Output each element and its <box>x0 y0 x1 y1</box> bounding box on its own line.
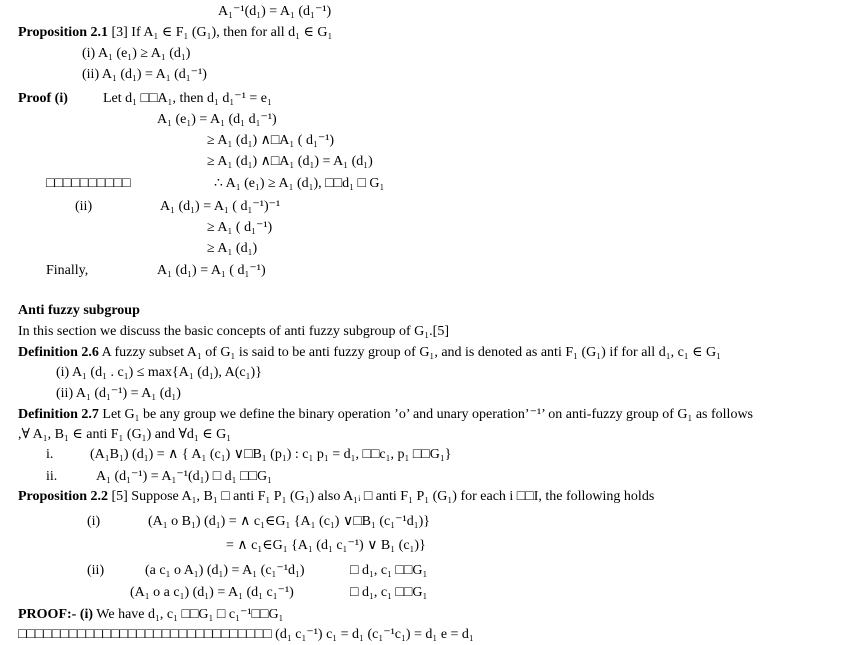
equation-line: A₁ (e₁) = A₁ (d₁ d₁⁻¹) <box>157 112 277 127</box>
proposition-2-1 <box>18 24 332 42</box>
item-label: (ii) <box>87 563 105 578</box>
item-line: (i) A₁ (d₁ . c₁) ≤ max{A₁ (d₁), A(c₁)} <box>56 365 262 380</box>
body-text: In this section we discuss the basic concepts of anti fuzzy subgroup of G₁.[5] <box>18 324 449 339</box>
item-label: (ii) <box>75 199 93 214</box>
item-label: ii. <box>46 469 58 484</box>
text: [3] If A₁ ∈ F₁ (G₁), then for all d₁ ∈ G₁ <box>111 25 333 40</box>
missing-glyphs: □□□□□□□□□□ <box>46 176 131 191</box>
equation-line: ≥ A₁ (d₁) <box>207 241 258 256</box>
text: A fuzzy subset A₁ of G₁ is said to be anti fuzzy group of G₁, and is denoted as anti F₁ (G₁) if for all d₁, c₁ ∈ G₁ <box>101 345 722 360</box>
equation-line: ≥ A₁ (d₁) ∧□A₁ ( d₁⁻¹) <box>207 133 335 148</box>
body-text: ,∀ A₁, B₁ ∈ anti F₁ (G₁) and ∀d₁ ∈ G₁ <box>18 427 232 442</box>
proof-label: Proof (i) <box>18 91 68 106</box>
item-line: (ii) A₁ (d₁⁻¹) = A₁ (d₁) <box>56 386 181 401</box>
label: Proposition 2.1 <box>18 25 108 40</box>
condition: □ d₁, c₁ □□G₁ <box>350 585 428 600</box>
item-line: (ii) A₁ (d₁) = A₁ (d₁⁻¹) <box>82 67 207 82</box>
equation-line: A₁ (d₁) = A₁ ( d₁⁻¹)⁻¹ <box>160 199 281 214</box>
equation-line: (a c₁ o A₁) (d₁) = A₁ (c₁⁻¹d₁) <box>145 563 305 578</box>
label: Proposition 2.2 <box>18 489 108 504</box>
definition-2-7 <box>18 406 753 424</box>
equation-line: ∴ A₁ (e₁) ≥ A₁ (d₁), □□d₁ □ G₁ <box>214 176 385 191</box>
text: [5] Suppose A₁, B₁ □ anti F₁ P₁ (G₁) also A₁ᵢ □ anti F₁ P₁ (G₁) for each i □□I, the following holds <box>111 489 655 504</box>
text: Let G₁ be any group we define the binary operation ’o’ and unary operation’⁻¹’ on anti-fuzzy group of G₁ as follows <box>102 407 754 422</box>
equation-line: ≥ A₁ ( d₁⁻¹) <box>207 220 273 235</box>
item-line: (i) A₁ (e₁) ≥ A₁ (d₁) <box>82 46 191 61</box>
equation-line: □□□□□□□□□□□□□□□□□□□□□□□□□□□□□□ (d₁ c₁⁻¹) c₁ = d₁ (c₁⁻¹c₁) = d₁ e = d₁ <box>18 627 474 642</box>
equation-line: ≥ A₁ (d₁) ∧□A₁ (d₁) = A₁ (d₁) <box>207 154 373 169</box>
equation-line: A₁ (d₁) = A₁ ( d₁⁻¹) <box>157 263 266 278</box>
item-label: (i) <box>87 514 101 529</box>
proof-line: Let d₁ □□A₁, then d₁ d₁⁻¹ = e₁ <box>103 91 272 106</box>
label: Definition 2.6 <box>18 345 99 360</box>
label: PROOF:- (i) <box>18 607 94 622</box>
definition-2-6 <box>18 344 721 362</box>
equation-line: (A₁ o B₁) (d₁) = ∧ c₁∈G₁ {A₁ (c₁) ∨□B₁ (c₁⁻¹d₁)} <box>148 514 430 529</box>
equation-line: = ∧ c₁∈G₁ {A₁ (d₁ c₁⁻¹) ∨ B₁ (c₁)} <box>226 538 426 553</box>
equation-line: (A₁B₁) (d₁) = ∧ { A₁ (c₁) ∨□B₁ (p₁) : c₁ p₁ = d₁, □□c₁, p₁ □□G₁} <box>90 447 452 462</box>
proposition-2-2 <box>18 488 654 506</box>
section-heading: Anti fuzzy subgroup <box>18 303 140 318</box>
label: Definition 2.7 <box>18 407 99 422</box>
equation-line: A₁ (d₁⁻¹) = A₁⁻¹(d₁) □ d₁ □□G₁ <box>96 469 272 484</box>
equation-line: A₁⁻¹(d₁) = A₁ (d₁⁻¹) <box>218 4 332 19</box>
condition: □ d₁, c₁ □□G₁ <box>350 563 428 578</box>
item-label: i. <box>46 447 54 462</box>
text: We have d₁, c₁ □□G₁ □ c₁⁻¹□□G₁ <box>96 607 284 622</box>
finally-label: Finally, <box>46 263 89 278</box>
proof-line <box>18 606 283 624</box>
equation-line: (A₁ o a c₁) (d₁) = A₁ (d₁ c₁⁻¹) <box>130 585 294 600</box>
